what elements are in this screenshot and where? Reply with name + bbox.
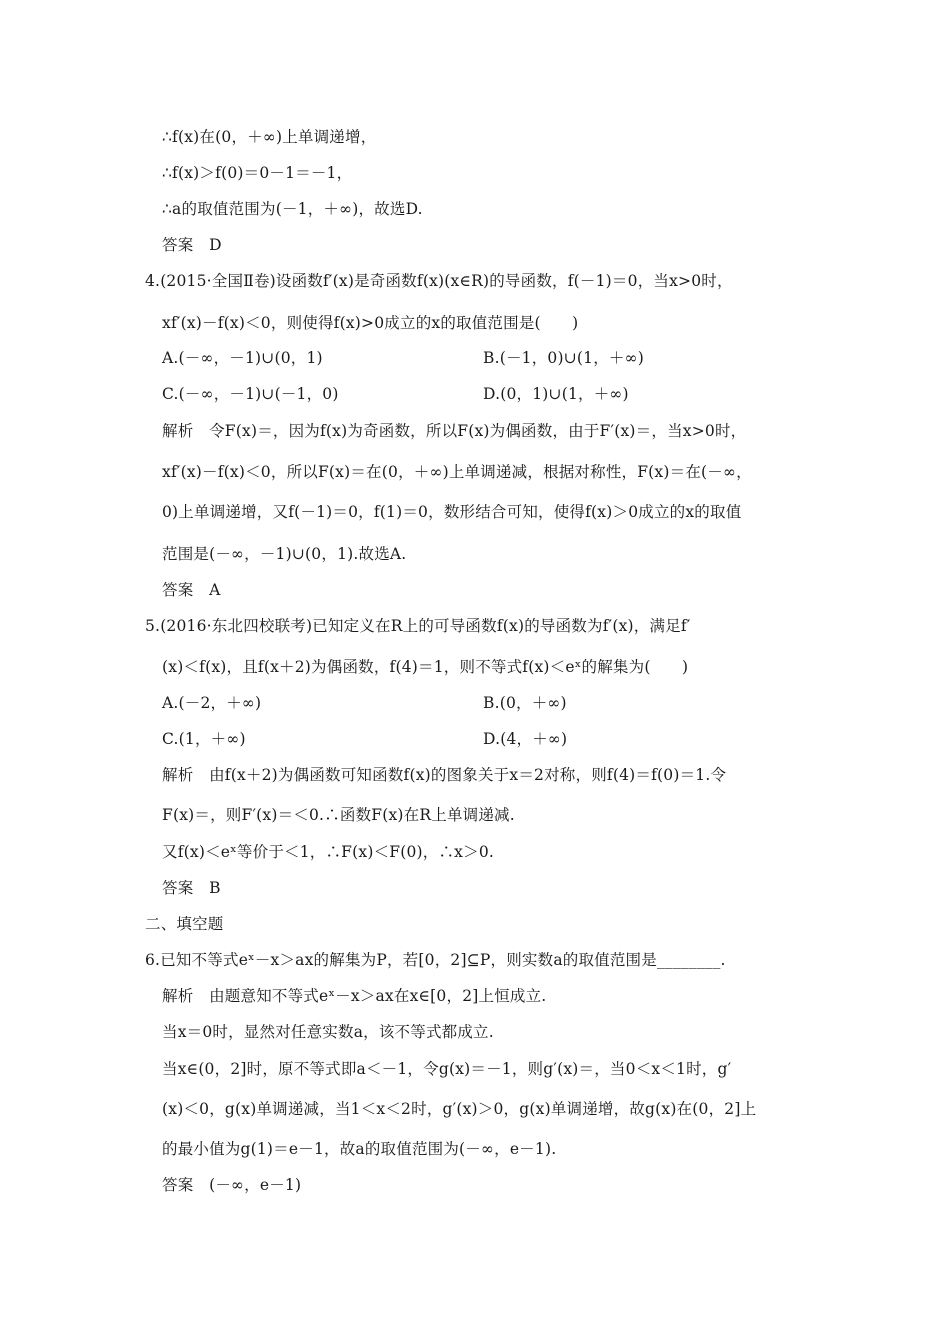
solution-text: 范围是(－∞，－1)∪(0，1).故选A.: [162, 545, 407, 563]
text-line: ∴f(x)＞f(0)＝0－1＝－1，: [162, 164, 353, 182]
solution-text: 0)上单调递增，又f(－1)＝0，f(1)＝0，数形结合可知，使得f(x)＞0成立的x的取值: [162, 503, 742, 521]
solution-text: xf′(x)－f(x)＜0，所以F(x)＝在(0，＋∞)上单调递减，根据对称性，F(x)＝在(－∞，: [162, 463, 752, 481]
text-line: ∴a的取值范围为(－1，＋∞)，故选D.: [162, 200, 423, 218]
solution-text: 当x∈(0，2]时，原不等式即a＜－1，令g(x)＝－1，则g′(x)＝，当0＜x＜1时，g′: [162, 1060, 732, 1078]
solution-text: 又f(x)＜eˣ等价于＜1，∴F(x)＜F(0)，∴x＞0.: [162, 843, 495, 861]
option-c: C.(－∞，－1)∪(－1，0): [162, 385, 339, 403]
option-a: A.(－∞，－1)∪(0，1): [162, 349, 323, 367]
answer-label: 答案 A: [162, 581, 221, 599]
answer-label: 答案 D: [162, 236, 222, 254]
question-5: 5.(2016·东北四校联考)已知定义在R上的可导函数f(x)的导函数为f′(x)，满足f′: [145, 617, 691, 635]
solution-text: 的最小值为g(1)＝e－1，故a的取值范围为(－∞，e－1).: [162, 1140, 557, 1158]
option-d: D.(0，1)∪(1，＋∞): [483, 385, 629, 403]
question-6: 6.已知不等式eˣ－x＞ax的解集为P，若[0，2]⊆P，则实数a的取值范围是________.: [145, 951, 726, 969]
solution-text: 当x＝0时，显然对任意实数a，该不等式都成立.: [162, 1023, 494, 1041]
question-4: 4.(2015·全国Ⅱ卷)设函数f′(x)是奇函数f(x)(x∈R)的导函数，f(－1)＝0，当x>0时，: [145, 272, 733, 290]
option-d: D.(4，＋∞): [483, 730, 568, 748]
solution-text: (x)＜0，g(x)单调递减，当1＜x＜2时，g′(x)＞0，g(x)单调递增，故g(x)在(0，2]上: [162, 1100, 757, 1118]
text-line: ∴f(x)在(0，＋∞)上单调递增，: [162, 128, 377, 146]
solution-text: F(x)＝，则F′(x)＝＜0.∴函数F(x)在R上单调递减.: [162, 806, 515, 824]
text-line: xf′(x)－f(x)＜0，则使得f(x)>0成立的x的取值范围是( ): [162, 314, 579, 332]
answer-label: 答案 (－∞，e－1): [162, 1176, 302, 1194]
option-b: B.(－1，0)∪(1，＋∞): [483, 349, 644, 367]
option-b: B.(0，＋∞): [483, 694, 567, 712]
option-c: C.(1，＋∞): [162, 730, 246, 748]
option-a: A.(－2，＋∞): [162, 694, 262, 712]
solution-text: 解析 令F(x)＝，因为f(x)为奇函数，所以F(x)为偶函数，由于F′(x)＝，当x>0时，: [162, 422, 747, 440]
solution-text: 解析 由f(x＋2)为偶函数可知函数f(x)的图象关于x＝2对称，则f(4)＝f(0)＝1.令: [162, 766, 727, 784]
text-line: (x)＜f(x)，且f(x＋2)为偶函数，f(4)＝1，则不等式f(x)＜eˣ的解集为( ): [162, 658, 689, 676]
section-heading: 二、填空题: [145, 915, 224, 933]
answer-label: 答案 B: [162, 879, 221, 897]
solution-text: 解析 由题意知不等式eˣ－x＞ax在x∈[0，2]上恒成立.: [162, 987, 547, 1005]
